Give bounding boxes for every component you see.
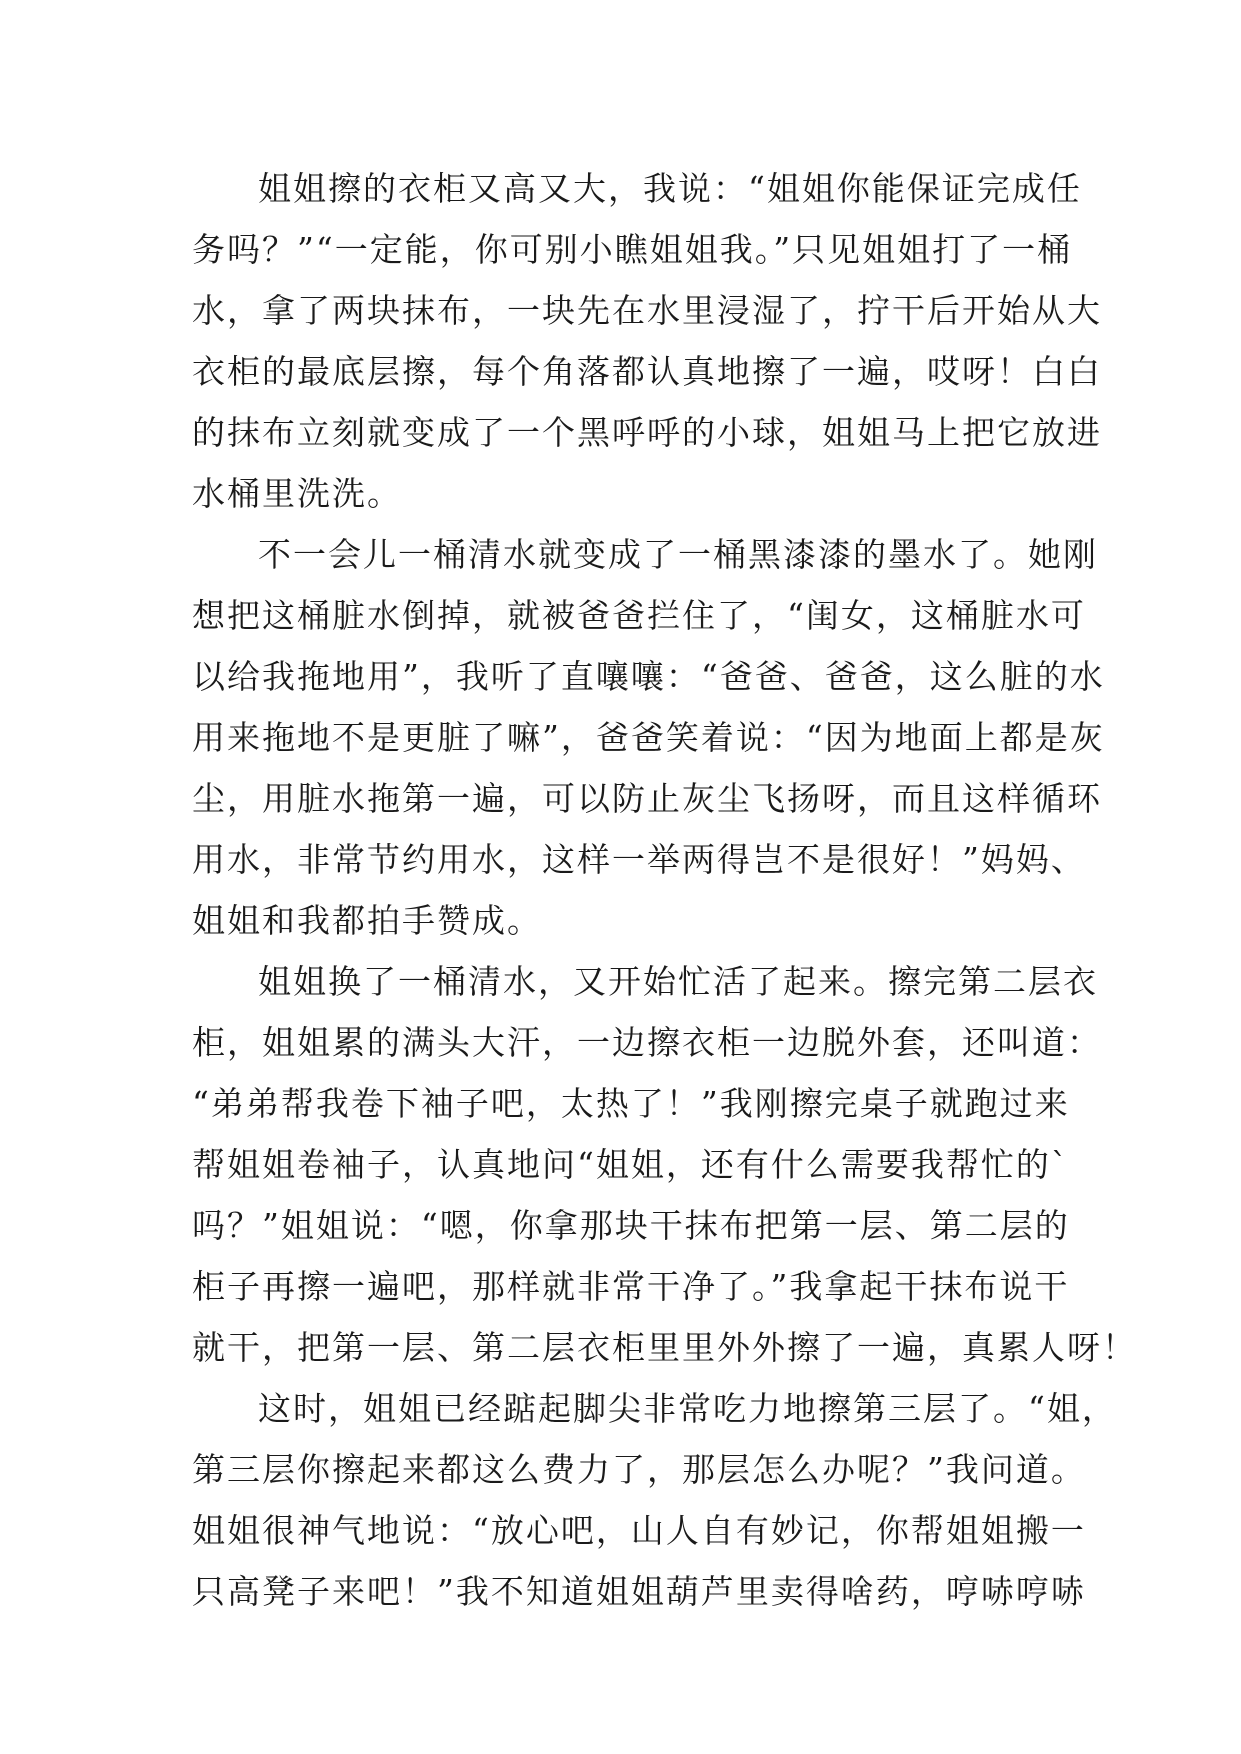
text-line: 的抹布立刻就变成了一个黑呼呼的小球，姐姐马上把它放进 (192, 413, 1102, 452)
text-line: 第三层你擦起来都这么费力了，那层怎么办呢？”我问道。 (192, 1450, 1086, 1489)
text-line: 务吗？”“一定能，你可别小瞧姐姐我。”只见姐姐打了一桶 (192, 230, 1073, 269)
text-line: 想把这桶脏水倒掉，就被爸爸拦住了，“闺女，这桶脏水可 (192, 596, 1086, 635)
body-text (192, 158, 1137, 1622)
text-line: 吗？”姐姐说：“嗯，你拿那块干抹布把第一层、第二层的 (192, 1206, 1070, 1245)
paragraph-1 (192, 158, 1102, 524)
text-line: 水，拿了两块抹布，一块先在水里浸湿了，拧干后开始从大 (192, 291, 1102, 330)
paragraph-4 (192, 1378, 1117, 1622)
text-line: 水桶里洗洗。 (192, 474, 402, 513)
text-line: “弟弟帮我卷下袖子吧，太热了！”我刚擦完桌子就跑过来 (192, 1084, 1070, 1123)
text-line: 姐姐和我都拍手赞成。 (192, 901, 542, 940)
text-line: 衣柜的最底层擦，每个角落都认真地擦了一遍，哎呀！白白 (192, 352, 1102, 391)
text-line: 用来拖地不是更脏了嘛”，爸爸笑着说：“因为地面上都是灰 (192, 718, 1105, 757)
text-line: 以给我拖地用”，我听了直嚷嚷：“爸爸、爸爸，这么脏的水 (192, 657, 1105, 696)
text-line: 姐姐擦的衣柜又高又大，我说：“姐姐你能保证完成任 (258, 169, 1082, 208)
text-line: 只高凳子来吧！”我不知道姐姐葫芦里卖得啥药，哼哧哼哧 (192, 1572, 1086, 1611)
text-line: 柜，姐姐累的满头大汗，一边擦衣柜一边脱外套，还叫道： (192, 1023, 1102, 1062)
text-line: 帮姐姐卷袖子，认真地问“姐姐，还有什么需要我帮忙的` (192, 1145, 1070, 1184)
paragraph-3 (192, 951, 1137, 1378)
text-line: 柜子再擦一遍吧，那样就非常干净了。”我拿起干抹布说干 (192, 1267, 1070, 1306)
text-line: 这时，姐姐已经踮起脚尖非常吃力地擦第三层了。“姐， (258, 1389, 1117, 1428)
text-line: 就干，把第一层、第二层衣柜里里外外擦了一遍，真累人呀！ (192, 1328, 1137, 1367)
text-line: 不一会儿一桶清水就变成了一桶黑漆漆的墨水了。她刚 (258, 535, 1098, 574)
paragraph-2 (192, 524, 1105, 951)
text-line: 用水，非常节约用水，这样一举两得岂不是很好！”妈妈、 (192, 840, 1086, 879)
text-line: 姐姐换了一桶清水，又开始忙活了起来。擦完第二层衣 (258, 962, 1098, 1001)
text-line: 尘，用脏水拖第一遍，可以防止灰尘飞扬呀，而且这样循环 (192, 779, 1102, 818)
text-line: 姐姐很神气地说：“放心吧，山人自有妙记，你帮姐姐搬一 (192, 1511, 1086, 1550)
